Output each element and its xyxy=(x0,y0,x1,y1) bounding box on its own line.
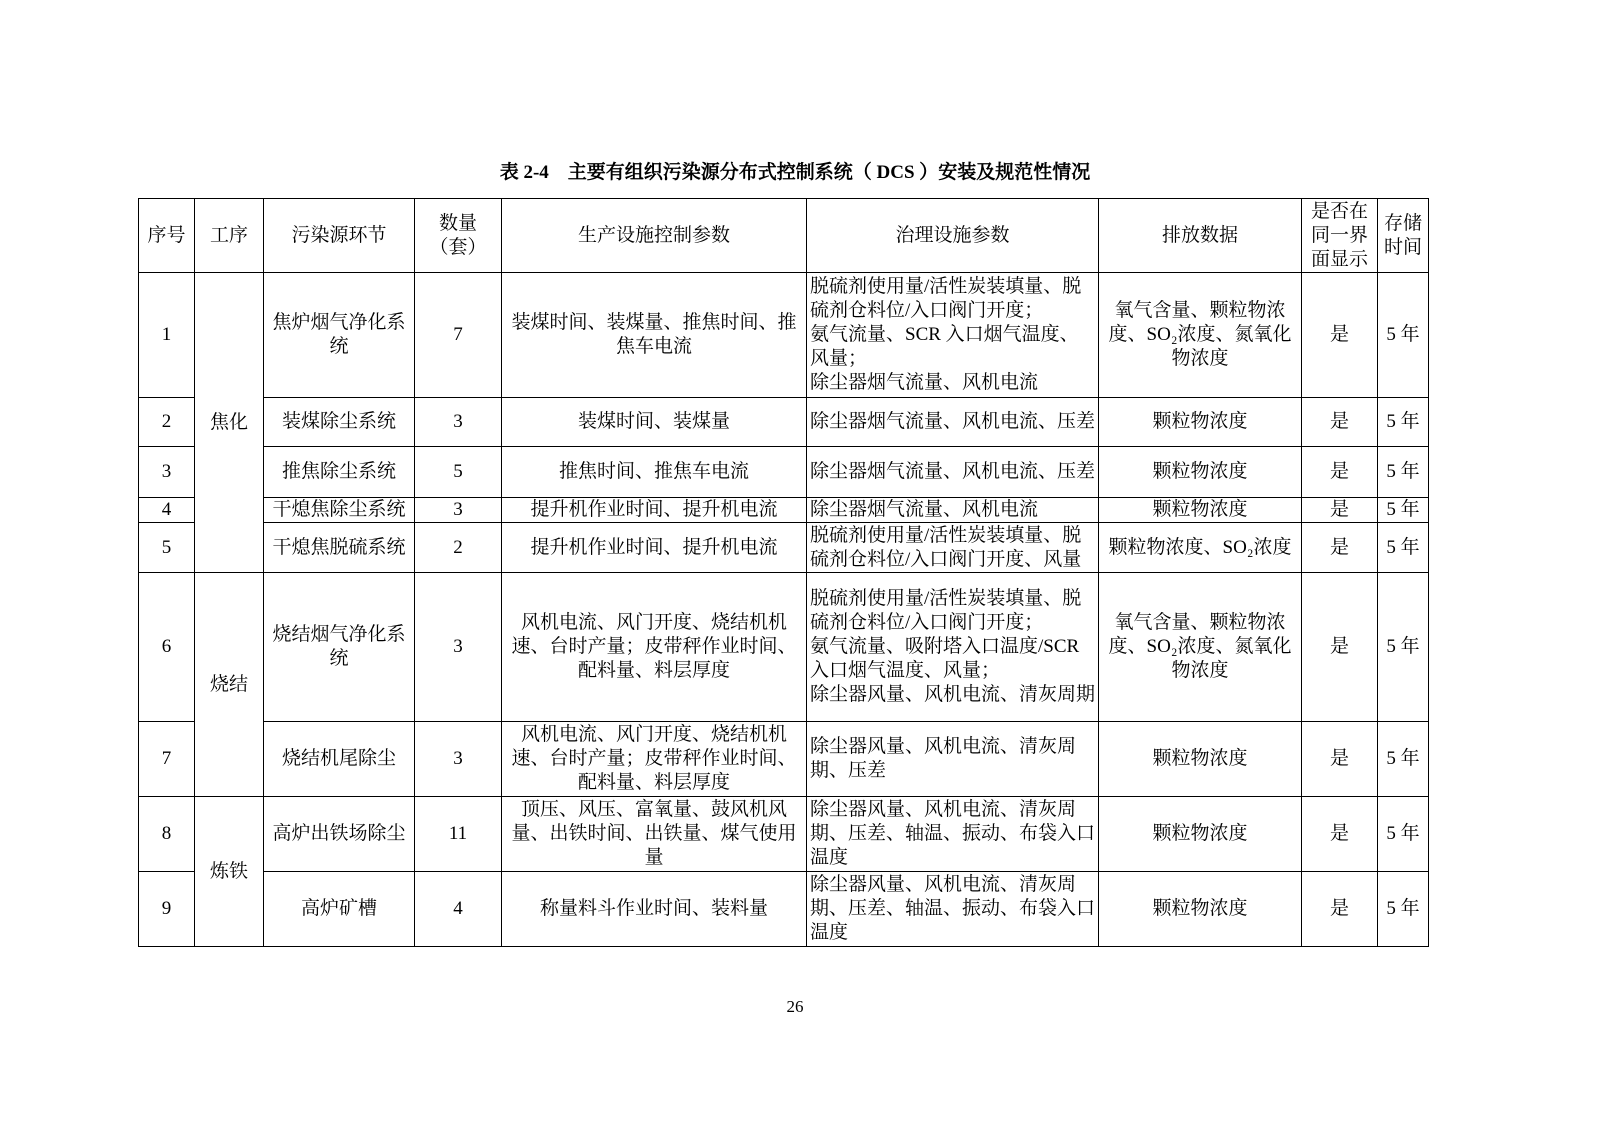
treatment-params-cell: 除尘器风量、风机电流、清灰周期、压差 xyxy=(807,722,1099,797)
treatment-params-cell: 除尘器烟气流量、风机电流 xyxy=(807,498,1099,523)
emission-data-cell: 氧气含量、颗粒物浓度、SO₂浓度、氮氧化物浓度 xyxy=(1099,573,1302,722)
header-emission-data: 排放数据 xyxy=(1099,199,1302,273)
same-interface-cell: 是 xyxy=(1302,573,1378,722)
row-number-cell: 8 xyxy=(139,797,195,872)
header-production-params: 生产设施控制参数 xyxy=(502,199,807,273)
pollution-source-cell: 烧结烟气净化系统 xyxy=(264,573,415,722)
header-count: 数量 （套） xyxy=(415,199,502,273)
table-row xyxy=(139,447,1429,498)
row-number-cell: 9 xyxy=(139,872,195,947)
treatment-params-cell: 脱硫剂使用量/活性炭装填量、脱硫剂仓料位/入口阀门开度； 氨气流量、吸附塔入口温度/SCR入口烟气温度、风量； 除尘器风量、风机电流、清灰周期 xyxy=(807,573,1099,722)
emission-data-cell: 颗粒物浓度 xyxy=(1099,447,1302,498)
table-caption: 表 2-4 主要有组织污染源分布式控制系统（ DCS ）安装及规范性情况 xyxy=(499,162,1091,183)
header-storage-time: 存储时间 xyxy=(1378,199,1429,273)
row-number-cell: 3 xyxy=(139,447,195,498)
production-params-cell: 风机电流、风门开度、烧结机机速、台时产量；皮带秤作业时间、配料量、料层厚度 xyxy=(502,573,807,722)
count-cell: 5 xyxy=(415,447,502,498)
row-number-cell: 2 xyxy=(139,398,195,447)
production-params-cell: 提升机作业时间、提升机电流 xyxy=(502,523,807,573)
pollution-source-cell: 干熄焦脱硫系统 xyxy=(264,523,415,573)
same-interface-cell: 是 xyxy=(1302,797,1378,872)
table-row xyxy=(139,797,1429,872)
emission-data-cell: 颗粒物浓度 xyxy=(1099,722,1302,797)
emission-data-cell: 颗粒物浓度 xyxy=(1099,498,1302,523)
pollution-source-cell: 推焦除尘系统 xyxy=(264,447,415,498)
storage-time-cell: 5 年 xyxy=(1378,722,1429,797)
count-cell: 3 xyxy=(415,398,502,447)
count-cell: 7 xyxy=(415,273,502,398)
same-interface-cell: 是 xyxy=(1302,447,1378,498)
count-cell: 11 xyxy=(415,797,502,872)
production-params-cell: 顶压、风压、富氧量、鼓风机风量、出铁时间、出铁量、煤气使用量 xyxy=(502,797,807,872)
header-process: 工序 xyxy=(195,199,264,273)
storage-time-cell: 5 年 xyxy=(1378,273,1429,398)
table-row xyxy=(139,722,1429,797)
treatment-params-cell: 脱硫剂使用量/活性炭装填量、脱硫剂仓料位/入口阀门开度； 氨气流量、SCR 入口烟气温度、风量； 除尘器烟气流量、风机电流 xyxy=(807,273,1099,398)
production-params-cell: 称量料斗作业时间、装料量 xyxy=(502,872,807,947)
pollution-source-cell: 焦炉烟气净化系统 xyxy=(264,273,415,398)
table-row xyxy=(139,523,1429,573)
storage-time-cell: 5 年 xyxy=(1378,797,1429,872)
same-interface-cell: 是 xyxy=(1302,498,1378,523)
row-number-cell: 6 xyxy=(139,573,195,722)
treatment-params-cell: 除尘器风量、风机电流、清灰周期、压差、轴温、振动、布袋入口温度 xyxy=(807,872,1099,947)
pollution-source-cell: 装煤除尘系统 xyxy=(264,398,415,447)
storage-time-cell: 5 年 xyxy=(1378,498,1429,523)
production-params-cell: 装煤时间、装煤量 xyxy=(502,398,807,447)
row-number-cell: 4 xyxy=(139,498,195,523)
storage-time-cell: 5 年 xyxy=(1378,523,1429,573)
production-params-cell: 装煤时间、装煤量、推焦时间、推焦车电流 xyxy=(502,273,807,398)
header-row xyxy=(139,199,1429,273)
process-cell: 烧结 xyxy=(195,573,264,797)
table-body xyxy=(139,273,1429,947)
count-cell: 3 xyxy=(415,722,502,797)
same-interface-cell: 是 xyxy=(1302,398,1378,447)
pollution-source-cell: 干熄焦除尘系统 xyxy=(264,498,415,523)
emission-data-cell: 氧气含量、颗粒物浓度、SO₂浓度、氮氧化物浓度 xyxy=(1099,273,1302,398)
header-treatment-params: 治理设施参数 xyxy=(807,199,1099,273)
emission-data-cell: 颗粒物浓度 xyxy=(1099,797,1302,872)
header-no: 序号 xyxy=(139,199,195,273)
row-number-cell: 1 xyxy=(139,273,195,398)
table-row xyxy=(139,398,1429,447)
treatment-params-cell: 除尘器烟气流量、风机电流、压差 xyxy=(807,447,1099,498)
emission-data-cell: 颗粒物浓度 xyxy=(1099,872,1302,947)
pollution-source-cell: 高炉出铁场除尘 xyxy=(264,797,415,872)
table-row xyxy=(139,573,1429,722)
emission-data-cell: 颗粒物浓度 xyxy=(1099,398,1302,447)
storage-time-cell: 5 年 xyxy=(1378,398,1429,447)
count-cell: 2 xyxy=(415,523,502,573)
production-params-cell: 推焦时间、推焦车电流 xyxy=(502,447,807,498)
pollution-source-cell: 高炉矿槽 xyxy=(264,872,415,947)
same-interface-cell: 是 xyxy=(1302,273,1378,398)
row-number-cell: 7 xyxy=(139,722,195,797)
storage-time-cell: 5 年 xyxy=(1378,872,1429,947)
emission-data-cell: 颗粒物浓度、SO₂浓度 xyxy=(1099,523,1302,573)
treatment-params-cell: 除尘器烟气流量、风机电流、压差 xyxy=(807,398,1099,447)
treatment-params-cell: 脱硫剂使用量/活性炭装填量、脱硫剂仓料位/入口阀门开度、风量 xyxy=(807,523,1099,573)
production-params-cell: 提升机作业时间、提升机电流 xyxy=(502,498,807,523)
production-params-cell: 风机电流、风门开度、烧结机机速、台时产量；皮带秤作业时间、配料量、料层厚度 xyxy=(502,722,807,797)
table-header xyxy=(139,199,1429,273)
header-same-interface: 是否在同一界面显示 xyxy=(1302,199,1378,273)
table-row xyxy=(139,872,1429,947)
count-cell: 3 xyxy=(415,573,502,722)
storage-time-cell: 5 年 xyxy=(1378,447,1429,498)
treatment-params-cell: 除尘器风量、风机电流、清灰周期、压差、轴温、振动、布袋入口温度 xyxy=(807,797,1099,872)
process-cell: 焦化 xyxy=(195,273,264,573)
same-interface-cell: 是 xyxy=(1302,523,1378,573)
table-row xyxy=(139,498,1429,523)
same-interface-cell: 是 xyxy=(1302,872,1378,947)
page-number: 26 xyxy=(786,997,804,1016)
count-cell: 3 xyxy=(415,498,502,523)
table-row xyxy=(139,273,1429,398)
pollution-source-cell: 烧结机尾除尘 xyxy=(264,722,415,797)
process-cell: 炼铁 xyxy=(195,797,264,947)
header-pollution-source: 污染源环节 xyxy=(264,199,415,273)
count-cell: 4 xyxy=(415,872,502,947)
storage-time-cell: 5 年 xyxy=(1378,573,1429,722)
row-number-cell: 5 xyxy=(139,523,195,573)
same-interface-cell: 是 xyxy=(1302,722,1378,797)
dcs-installation-table xyxy=(138,198,1429,947)
